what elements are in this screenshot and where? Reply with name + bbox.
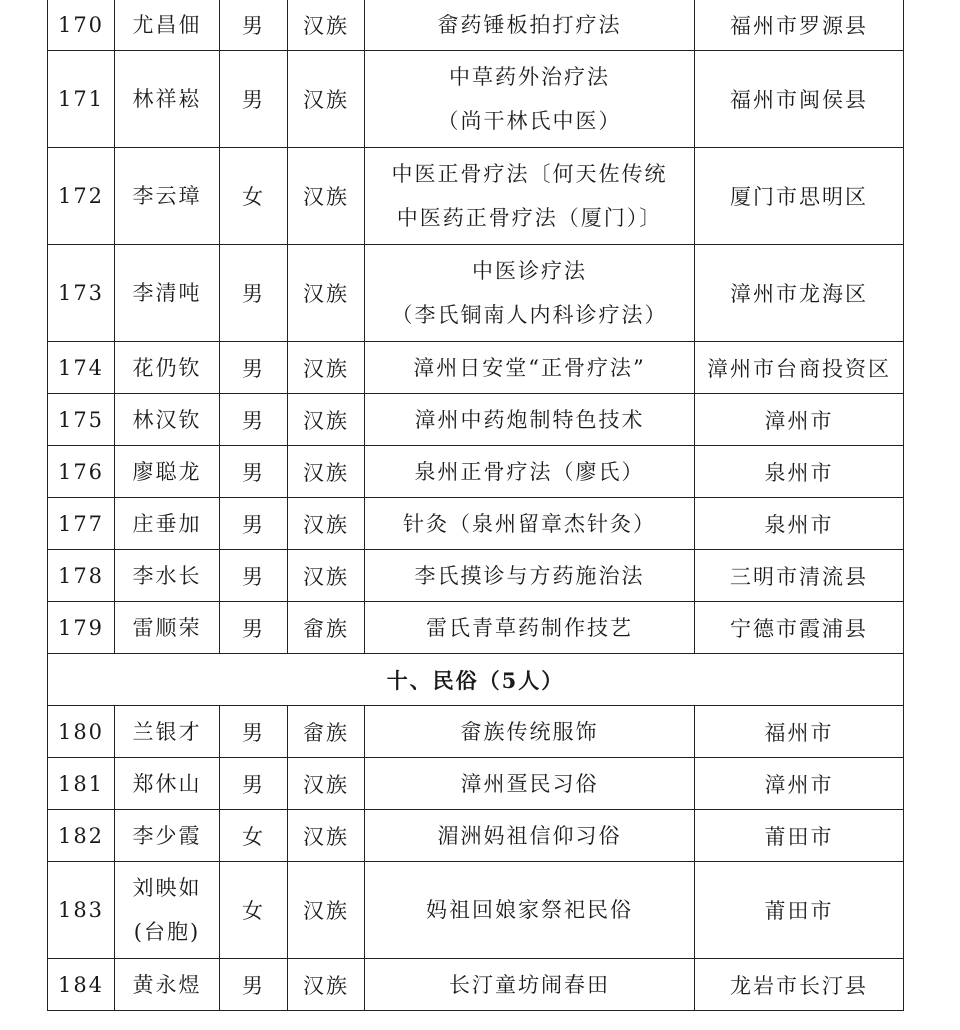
inheritor-name-line: 刘映如 [132, 876, 202, 900]
region: 福州市闽侯县 [695, 51, 904, 148]
gender: 男 [220, 602, 288, 654]
row-number: 175 [48, 394, 115, 446]
project-name [365, 394, 695, 446]
project-name [365, 959, 695, 1011]
project-name [365, 0, 695, 51]
inheritor-name [115, 0, 220, 51]
project-name-line: 中医正骨疗法〔何天佐传统 [391, 162, 668, 186]
ethnicity: 畲族 [288, 602, 365, 654]
project-name-line: 泉州正骨疗法（廖氏） [414, 459, 645, 484]
row-number: 174 [48, 342, 115, 394]
gender: 男 [220, 550, 288, 602]
inheritor-name [115, 706, 220, 758]
table-row [48, 498, 904, 550]
ethnicity: 汉族 [288, 0, 365, 51]
inheritor-name [115, 550, 220, 602]
table-row [48, 148, 904, 245]
project-name-line: 畲药锤板拍打疗法 [437, 12, 622, 37]
row-number: 171 [48, 51, 115, 148]
row-number: 182 [48, 810, 115, 862]
project-name [365, 498, 695, 550]
table-row [48, 550, 904, 602]
region: 漳州市龙海区 [695, 245, 904, 342]
project-name [365, 810, 695, 862]
inheritor-name-line: 花仍钦 [132, 355, 202, 380]
gender: 男 [220, 342, 288, 394]
project-name-line: （李氏铜南人内科诊疗法） [391, 303, 668, 327]
project-name-line: 中草药外治疗法 [449, 65, 610, 89]
ethnicity: 汉族 [288, 498, 365, 550]
ethnicity: 汉族 [288, 862, 365, 959]
row-number: 180 [48, 706, 115, 758]
inheritor-name-line: 林汉钦 [132, 407, 202, 432]
project-name-line: 湄洲妈祖信仰习俗 [437, 823, 622, 848]
ethnicity: 汉族 [288, 550, 365, 602]
region: 泉州市 [695, 498, 904, 550]
project-name-line: 漳州疍民习俗 [460, 771, 599, 796]
gender: 男 [220, 51, 288, 148]
region: 漳州市 [695, 394, 904, 446]
region: 福州市 [695, 706, 904, 758]
heritage-inheritor-table [47, 0, 904, 1011]
project-name-line: 中医药正骨疗法（厦门）〕 [396, 206, 663, 230]
region: 厦门市思明区 [695, 148, 904, 245]
inheritor-name-line: 庄垂加 [132, 511, 202, 536]
section-header-row [48, 654, 904, 706]
inheritor-name-line: 郑休山 [132, 771, 202, 796]
row-number: 181 [48, 758, 115, 810]
inheritor-name [115, 51, 220, 148]
inheritor-name [115, 498, 220, 550]
project-name-line: 中医诊疗法 [472, 259, 587, 283]
region: 漳州市台商投资区 [695, 342, 904, 394]
ethnicity: 汉族 [288, 758, 365, 810]
project-name [365, 706, 695, 758]
region: 三明市清流县 [695, 550, 904, 602]
row-number: 178 [48, 550, 115, 602]
inheritor-name [115, 148, 220, 245]
row-number: 184 [48, 959, 115, 1011]
inheritor-name [115, 862, 220, 959]
project-name-line: 长汀童坊闹春田 [449, 972, 610, 997]
gender: 男 [220, 959, 288, 1011]
project-name [365, 51, 695, 148]
gender: 男 [220, 0, 288, 51]
row-number: 172 [48, 148, 115, 245]
project-name-line: 针灸（泉州留章杰针灸） [403, 511, 656, 536]
ethnicity: 汉族 [288, 342, 365, 394]
table-row [48, 342, 904, 394]
inheritor-name-line: 林祥崧 [132, 87, 202, 111]
ethnicity: 汉族 [288, 245, 365, 342]
project-name [365, 245, 695, 342]
row-number: 176 [48, 446, 115, 498]
table-row [48, 706, 904, 758]
project-name [365, 602, 695, 654]
row-number: 183 [48, 862, 115, 959]
region: 宁德市霞浦县 [695, 602, 904, 654]
region: 泉州市 [695, 446, 904, 498]
ethnicity: 汉族 [288, 959, 365, 1011]
inheritor-name [115, 394, 220, 446]
ethnicity: 汉族 [288, 394, 365, 446]
gender: 女 [220, 148, 288, 245]
table-row [48, 810, 904, 862]
project-name-line: 雷氏青草药制作技艺 [426, 615, 633, 640]
project-name [365, 550, 695, 602]
gender: 男 [220, 394, 288, 446]
project-name-line: （尚干林氏中医） [437, 109, 622, 133]
inheritor-name [115, 959, 220, 1011]
project-name [365, 342, 695, 394]
ethnicity: 汉族 [288, 810, 365, 862]
ethnicity: 汉族 [288, 446, 365, 498]
ethnicity: 汉族 [288, 51, 365, 148]
row-number: 177 [48, 498, 115, 550]
row-number: 170 [48, 0, 115, 51]
inheritor-name-line: 李清吨 [132, 281, 202, 305]
project-name [365, 446, 695, 498]
project-name-line: 妈祖回娘家祭祀民俗 [426, 898, 633, 922]
inheritor-name [115, 245, 220, 342]
table-row [48, 0, 904, 51]
inheritor-name-line: 李少霞 [132, 823, 202, 848]
region: 莆田市 [695, 862, 904, 959]
inheritor-name-line: 雷顺荣 [132, 615, 202, 640]
inheritor-name-line: 黄永煜 [132, 972, 202, 997]
project-name-line: 漳州日安堂“正骨疗法” [413, 355, 646, 380]
table-row [48, 862, 904, 959]
inheritor-name-line: 尤昌佃 [132, 12, 202, 37]
inheritor-name-line: 李水长 [132, 563, 202, 588]
table-row [48, 758, 904, 810]
gender: 男 [220, 706, 288, 758]
inheritor-name-line: 李云璋 [132, 184, 202, 208]
inheritor-name [115, 758, 220, 810]
table-row [48, 959, 904, 1011]
project-name-line: 漳州中药炮制特色技术 [414, 407, 645, 432]
inheritor-name-line: (台胞) [133, 920, 201, 944]
project-name-line: 畲族传统服饰 [460, 719, 599, 744]
inheritor-name [115, 810, 220, 862]
table-row [48, 446, 904, 498]
project-name-line: 李氏摸诊与方药施治法 [414, 563, 645, 588]
row-number: 179 [48, 602, 115, 654]
row-number: 173 [48, 245, 115, 342]
region: 龙岩市长汀县 [695, 959, 904, 1011]
region: 莆田市 [695, 810, 904, 862]
project-name [365, 862, 695, 959]
inheritor-name-line: 廖聪龙 [132, 459, 202, 484]
inheritor-name [115, 602, 220, 654]
inheritor-name-line: 兰银才 [132, 719, 202, 744]
project-name [365, 148, 695, 245]
table-row [48, 245, 904, 342]
gender: 女 [220, 862, 288, 959]
ethnicity: 畲族 [288, 706, 365, 758]
project-name [365, 758, 695, 810]
gender: 男 [220, 498, 288, 550]
gender: 男 [220, 758, 288, 810]
gender: 女 [220, 810, 288, 862]
table-row [48, 51, 904, 148]
region: 漳州市 [695, 758, 904, 810]
region: 福州市罗源县 [695, 0, 904, 51]
table-row [48, 602, 904, 654]
inheritor-name [115, 342, 220, 394]
table-row [48, 394, 904, 446]
ethnicity: 汉族 [288, 148, 365, 245]
inheritor-name [115, 446, 220, 498]
section-title: 十、民俗（5人） [48, 654, 904, 706]
gender: 男 [220, 446, 288, 498]
gender: 男 [220, 245, 288, 342]
